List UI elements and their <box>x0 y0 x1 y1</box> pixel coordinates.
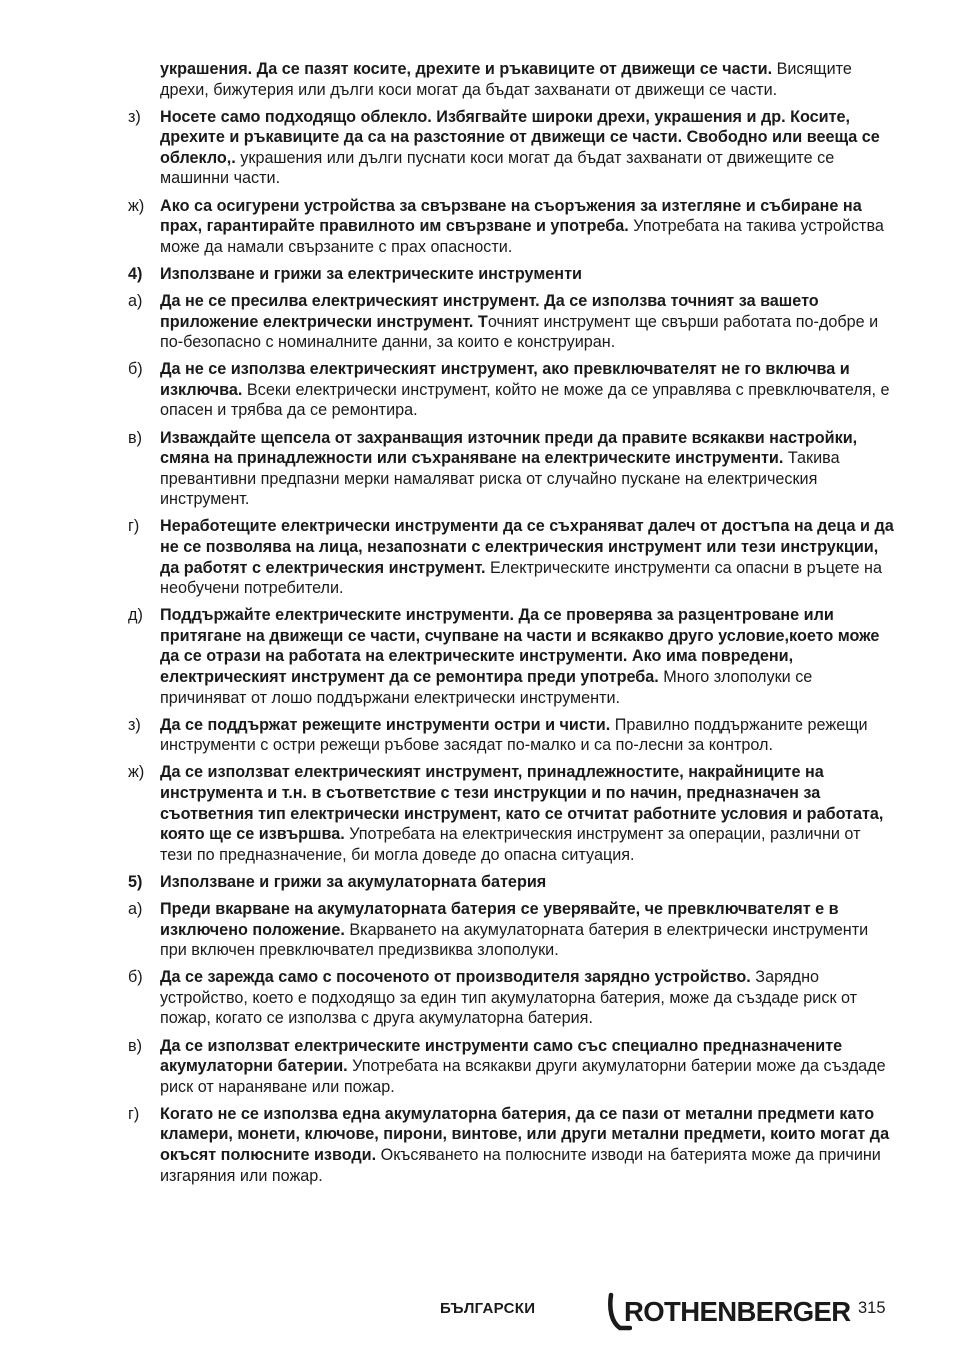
item-text <box>160 715 894 756</box>
item-bold-text: Да се използват електрическият инструмент, принадлежностите, накрайниците на инструмента и т.н. в съответствие с тези инструкции и по начин, предназначен за съответния тип електрически инструмент, като се отчитат работните условия и работата, която ще се извършва. <box>160 763 884 844</box>
item-bold-text: Да не се пресилва електрическият инструмент. Да се използва точният за вашето приложение електрически инструмент. Т <box>160 291 819 331</box>
item-label: б) <box>128 360 143 379</box>
item-text <box>160 196 894 258</box>
item-bold-text: Ако са осигурени устройства за свързване на съоръжения за изтегляне и събиране на прах, гарантирайте правилното им свързване и употреба. <box>160 196 862 236</box>
item-bold-text: Да се използват електрическите инструменти само със специално предназначените акумулаторни батерии. <box>160 1036 843 1076</box>
item-body-text: Окъсяването на полюсните изводи на батерията може да причини изгаряния или пожар. <box>160 1146 881 1185</box>
item-bold-text: Когато не се използва една акумулаторна батерия, да се пази от метални предмети като кламери, монети, ключове, пирони, винтове, или други метални предмети, които могат да окъсят полюсните изводи. <box>160 1104 890 1164</box>
list-item <box>128 107 894 189</box>
item-label: а) <box>128 291 143 310</box>
item-bold-text: украшения. Да се пазят косите, дрехите и ръкавиците от движещи се части. <box>160 60 773 78</box>
item-text <box>160 107 894 189</box>
item-label: 4) <box>128 264 143 283</box>
item-text <box>160 899 894 961</box>
list-item <box>128 291 894 353</box>
page-footer <box>0 1290 954 1340</box>
item-text <box>160 605 894 708</box>
item-body-text: Употребата на електрическия инструмент за операции, различни от тези по предназначение, би могла доведе до опасна ситуация. <box>160 825 861 864</box>
item-text <box>160 428 894 510</box>
item-text <box>160 291 894 353</box>
item-text <box>160 359 894 421</box>
item-text <box>160 967 894 1029</box>
item-bold-text: Неработещите електрически инструменти да се съхраняват далеч от достъпа на деца и да не се позволява на лица, незапознати с електрическия инструмент или тези инструкции, да работят с електрическия инструмент. <box>160 517 894 577</box>
page-number: 315 <box>858 1299 886 1317</box>
item-label: г) <box>128 1104 140 1123</box>
item-text <box>160 264 894 285</box>
item-text <box>160 872 894 893</box>
list-item <box>128 59 894 100</box>
item-bold-text: Преди вкарване на акумулаторната батерия се уверявайте, че превключвателят е в изключено положение. <box>160 899 839 939</box>
item-bold-text: Използване и грижи за електрическите инструменти <box>160 264 582 283</box>
item-label: д) <box>128 606 143 625</box>
section-heading <box>128 264 894 285</box>
item-label: в) <box>128 1036 142 1055</box>
brand-logo <box>606 1292 851 1332</box>
item-bold-text: Изваждайте щепсела от захранващия източник преди да правите всякакви настройки, смяна на принадлежности или съхраняване на електрическите инструменти. <box>160 428 858 468</box>
item-label: з) <box>128 715 141 734</box>
brand-wordmark: ROTHENBERGER <box>624 1296 851 1327</box>
item-body-text: Електрическите инструменти са опасни в ръцете на необучени потребители. <box>160 558 882 598</box>
item-body-text: Вкарването на акумулаторната батерия в електрически инструменти при включен превключвател предизвиква злополуки. <box>160 920 869 960</box>
item-bold-text: Да не се използва електрическият инструмент, ако превключвателят не го включва и изключва. <box>160 360 850 399</box>
item-label: ж) <box>128 196 145 215</box>
list-item <box>128 196 894 258</box>
item-label: ж) <box>128 763 145 782</box>
item-body-text: Употребата на всякакви други акумулаторни батерии може да създаде риск от нараняване или пожар. <box>160 1057 886 1096</box>
item-text <box>160 1036 894 1098</box>
item-bold-text: Поддържайте електрическите инструменти. Да се проверява за разцентроване или притягане на движещи се части, счупване на части и всякакво друго условие,което може да се отрази на работата на електрическите инструменти. Ако има повредени, електрическият инструмент да се ремонтира преди употреба. <box>160 606 880 687</box>
item-body-text: Употребата на такива устройства може да намали свързаните с прах опасности. <box>160 217 884 256</box>
item-body-text: Зарядно устройство, което е подходящо за един тип акумулаторна батерия, може да създаде риск от пожар, когато се използва с друга акумулаторна батерия. <box>160 968 858 1028</box>
item-body-text: Висящите дрехи, бижутерия или дълги коси могат да бъдат захванати от движещи се части. <box>160 60 852 99</box>
item-text <box>160 1104 894 1186</box>
item-label: 5) <box>128 872 143 891</box>
item-body-text: Много злополуки се причиняват от лошо поддържани електрически инструменти. <box>160 668 813 707</box>
item-body-text: Правилно поддържаните режещи инструменти с остри режещи ръбове засядат по-малко и са по-лесни за контрол. <box>160 715 868 755</box>
item-body-text: очният инструмент ще свърши работата по-добре и по-безопасно с номиналните данни, за които е конструиран. <box>160 312 879 352</box>
document-body <box>128 59 894 1193</box>
list-item <box>128 1036 894 1098</box>
list-item <box>128 715 894 756</box>
item-bold-text: Да се поддържат режещите инструменти остри и чисти. <box>160 715 611 734</box>
list-item <box>128 428 894 510</box>
item-label: а) <box>128 899 143 918</box>
item-bold-text: Носете само подходящо облекло. Избягвайте широки дрехи, украшения и др. Косите, дрехите и ръкавиците да са на разстояние от движещи се части. Свободно или вееща се облекло,. <box>160 107 880 167</box>
item-label: з) <box>128 107 141 126</box>
item-label: г) <box>128 517 140 536</box>
item-body-text: Всеки електрически инструмент, който не може да се управлява с превключвателя, е опасен и трябва да се ремонтира. <box>160 380 890 420</box>
item-bold-text: Да се зарежда само с посоченото от производителя зарядно устройство. <box>160 968 751 987</box>
item-text <box>160 762 894 865</box>
list-item <box>128 1104 894 1186</box>
item-bold-text: Използване и грижи за акумулаторната батерия <box>160 872 547 891</box>
list-item <box>128 967 894 1029</box>
list-item <box>128 359 894 421</box>
item-body-text: Такива превантивни предпазни мерки намаляват риска от случайно пускане на електрическия инструмент. <box>160 449 840 509</box>
item-label: в) <box>128 428 142 447</box>
list-item <box>128 516 894 598</box>
list-item <box>128 762 894 865</box>
item-label: б) <box>128 968 143 987</box>
language-label: БЪЛГАРСКИ <box>440 1300 536 1317</box>
list-item <box>128 605 894 708</box>
item-text <box>160 516 894 598</box>
item-text <box>160 59 894 100</box>
section-heading <box>128 872 894 893</box>
list-item <box>128 899 894 961</box>
item-body-text: украшения или дълги пуснати коси могат да бъдат захванати от движещите се машинни части. <box>160 148 835 188</box>
